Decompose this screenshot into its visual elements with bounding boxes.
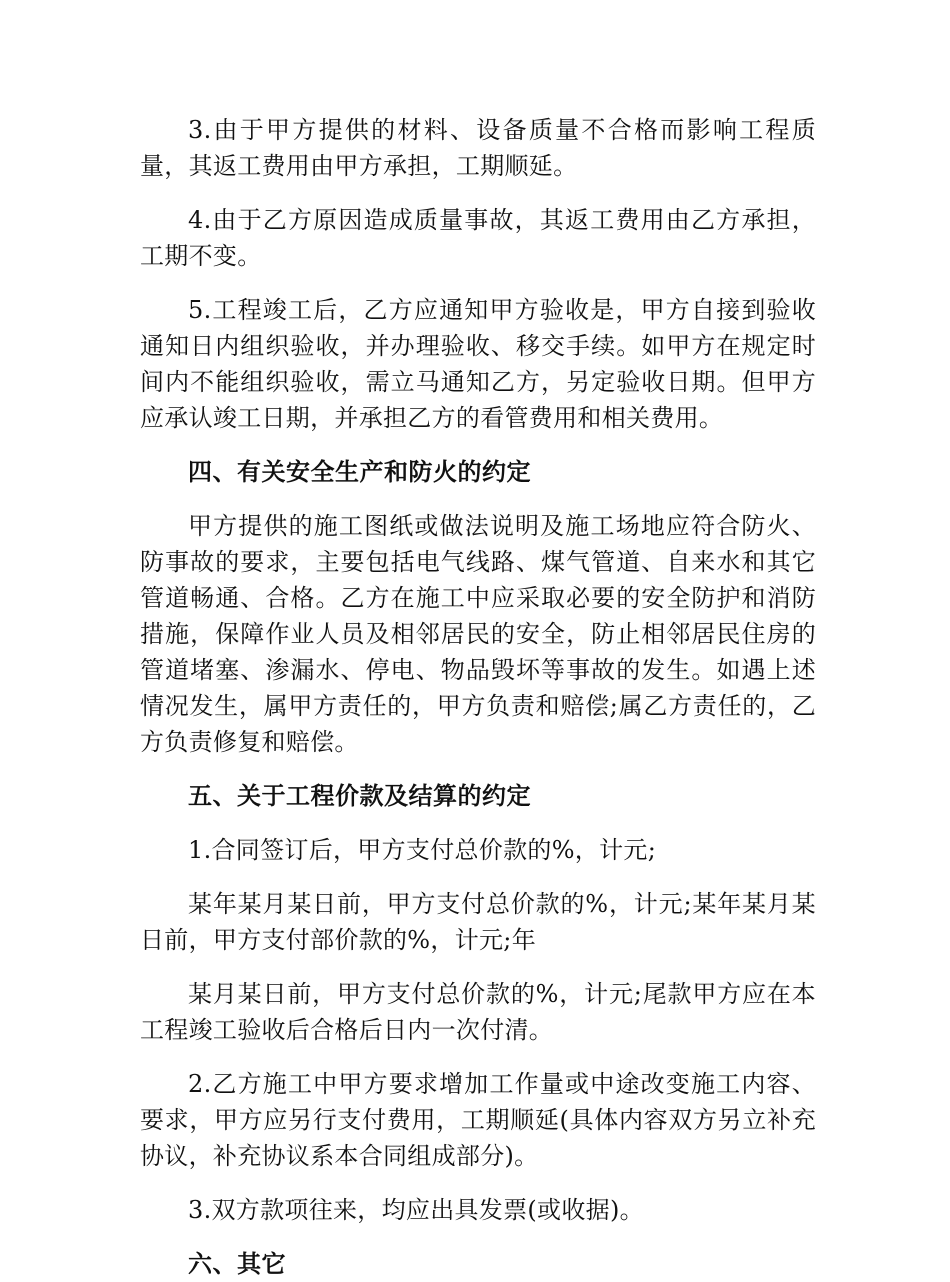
payment-final-paragraph: 某月某日前，甲方支付总价款的%，计元;尾款甲方应在本工程竣工验收后合格后日内一次付清。 bbox=[140, 980, 816, 1044]
section-heading-payment: 五、关于工程价款及结算的约定 bbox=[188, 781, 531, 810]
clause-3-material-quality: 3.由于甲方提供的材料、设备质量不合格而影响工程质量，其返工费用由甲方承担，工期顺延。 bbox=[140, 116, 816, 180]
clause-5-completion-acceptance: 5.工程竣工后，乙方应通知甲方验收是，甲方自接到验收通知日内组织验收，并办理验收、移交手续。如甲方在规定时间内不能组织验收，需立马通知乙方，另定验收日期。但甲方应承认竣工日期，并承担乙方的看管费用和相关费用。 bbox=[140, 296, 816, 432]
safety-fire-paragraph: 甲方提供的施工图纸或做法说明及施工场地应符合防火、防事故的要求，主要包括电气线路、煤气管道、自来水和其它管道畅通、合格。乙方在施工中应采取必要的安全防护和消防措施，保障作业人员及相邻居民的安全，防止相邻居民住房的管道堵塞、渗漏水、停电、物品毁坏等事故的发生。如遇上述情况发生，属甲方责任的，甲方负责和赔偿;属乙方责任的，乙方负责修复和赔偿。 bbox=[140, 512, 816, 756]
clause-4-quality-accident: 4.由于乙方原因造成质量事故，其返工费用由乙方承担，工期不变。 bbox=[140, 206, 816, 270]
payment-clause-1: 1.合同签订后，甲方支付总价款的%，计元; bbox=[188, 836, 657, 864]
section-heading-safety-fire: 四、有关安全生产和防火的约定 bbox=[188, 457, 531, 486]
section-heading-other: 六、其它 bbox=[188, 1249, 286, 1278]
payment-clause-3: 3.双方款项往来，均应出具发票(或收据)。 bbox=[188, 1196, 644, 1224]
payment-schedule-paragraph: 某年某月某日前，甲方支付总价款的%，计元;某年某月某日前，甲方支付部价款的%，计元;年 bbox=[140, 890, 816, 954]
document-page bbox=[140, 112, 816, 1282]
payment-clause-2: 2.乙方施工中甲方要求增加工作量或中途改变施工内容、要求，甲方应另行支付费用，工期顺延(具体内容双方另立补充协议，补充协议系本合同组成部分)。 bbox=[140, 1070, 816, 1170]
